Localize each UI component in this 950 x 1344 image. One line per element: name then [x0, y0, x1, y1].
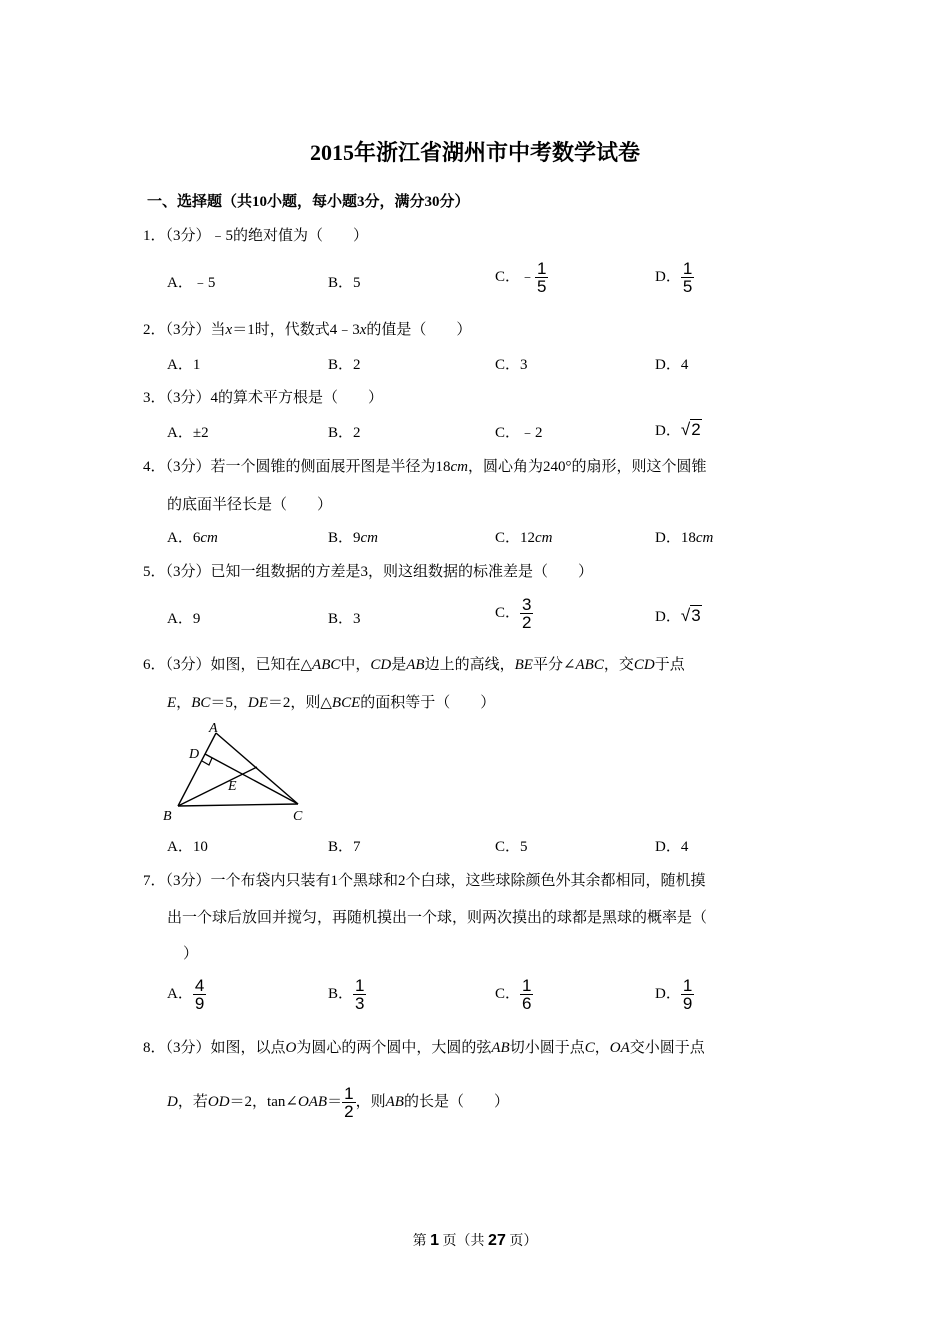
question-1: 1．（3分）﹣5的绝对值为（ ） — [143, 228, 369, 244]
q2-option-a: A．1 — [167, 357, 201, 373]
label-b: B — [163, 809, 172, 824]
triangle-figure — [160, 718, 320, 828]
right-angle-mark — [202, 758, 212, 765]
page-footer: 第 1 页（共 27 页） — [412, 1232, 538, 1249]
q4-option-a: A．6cm — [167, 530, 218, 546]
question-7-line-2: 出一个球后放回并搅匀，再随机摸出一个球，则两次摸出的球都是黑球的概率是（ — [167, 910, 708, 926]
question-3: 3．（3分）4的算术平方根是（ ） — [143, 390, 384, 406]
label-e: E — [228, 779, 237, 794]
side-bc — [178, 804, 298, 806]
question-7: 7．（3分）一个布袋内只装有1个黑球和2个白球，这些球除颜色外其余都相同，随机摸 — [143, 873, 706, 889]
question-2: 2．（3分）当x＝1时，代数式4﹣3x的值是（ ） — [143, 322, 472, 338]
q2-option-b: B．2 — [328, 357, 361, 373]
q2-option-c: C．3 — [495, 357, 528, 373]
question-6: 6．（3分）如图，已知在△ABC中，CD是AB边上的高线，BE平分∠ABC，交CD于点 — [143, 657, 685, 673]
q2-option-d: D．4 — [655, 357, 689, 373]
q3-option-d: D．√2 — [655, 420, 701, 439]
label-d: D — [189, 747, 200, 762]
question-4-line-2: 的底面半径长是（ ） — [167, 497, 333, 513]
bisector-be — [178, 767, 257, 806]
q1-option-c: C．﹣ $\frac{1}{5}$ — [495, 259, 547, 296]
section-heading: 一、选择题（共10小题，每小题3分，满分30分） — [147, 194, 470, 210]
label-c: C — [293, 809, 303, 824]
side-ab — [178, 733, 216, 806]
q1-option-a: A．﹣5 — [167, 275, 216, 291]
question-8: 8．（3分）如图，以点O为圆心的两个圆中，大圆的弦AB切小圆于点C，OA交小圆于点 — [143, 1040, 705, 1056]
q3-option-a: A．±2 — [167, 425, 209, 441]
q1-option-b: B．5 — [328, 275, 361, 291]
q4-option-b: B．9cm — [328, 530, 379, 546]
q5-option-c: C． $\frac{3}{2}$ — [495, 595, 532, 632]
q3-option-b: B．2 — [328, 425, 361, 441]
q7-option-a: A． $\frac{4}{9}$ — [167, 976, 205, 1013]
q6-option-d: D．4 — [655, 839, 689, 855]
q6-option-c: C．5 — [495, 839, 528, 855]
q3-option-c: C．﹣2 — [495, 425, 543, 441]
q5-option-d: D．√3 — [655, 606, 701, 625]
question-7-line-3: ） — [183, 946, 199, 962]
question-4: 4．（3分）若一个圆锥的侧面展开图是半径为18cm，圆心角为240°的扇形，则这个圆锥 — [143, 459, 707, 475]
q4-option-d: D．18cm — [655, 530, 714, 546]
q7-option-d: D． $\frac{1}{9}$ — [655, 976, 693, 1013]
question-5: 5．（3分）已知一组数据的方差是3，则这组数据的标准差是（ ） — [143, 564, 594, 580]
question-6-line-2: E，BC＝5，DE＝2，则△BCE的面积等于（ ） — [167, 695, 496, 711]
q5-option-a: A．9 — [167, 611, 201, 627]
altitude-cd — [205, 754, 298, 804]
q7-option-b: B． $\frac{1}{3}$ — [328, 976, 365, 1013]
q6-option-b: B．7 — [328, 839, 361, 855]
question-8-line-2: D，若OD＝2，tan∠OAB＝ $\frac{1}{2}$ ，则AB的长是（ ） — [167, 1084, 509, 1121]
q4-option-c: C．12cm — [495, 530, 553, 546]
q6-option-a: A．10 — [167, 839, 208, 855]
q5-option-b: B．3 — [328, 611, 361, 627]
label-a: A — [209, 721, 218, 736]
q1-option-d: D． $\frac{1}{5}$ — [655, 259, 693, 296]
q7-option-c: C． $\frac{1}{6}$ — [495, 976, 532, 1013]
page-title: 2015年浙江省湖州市中考数学试卷 — [309, 140, 640, 165]
